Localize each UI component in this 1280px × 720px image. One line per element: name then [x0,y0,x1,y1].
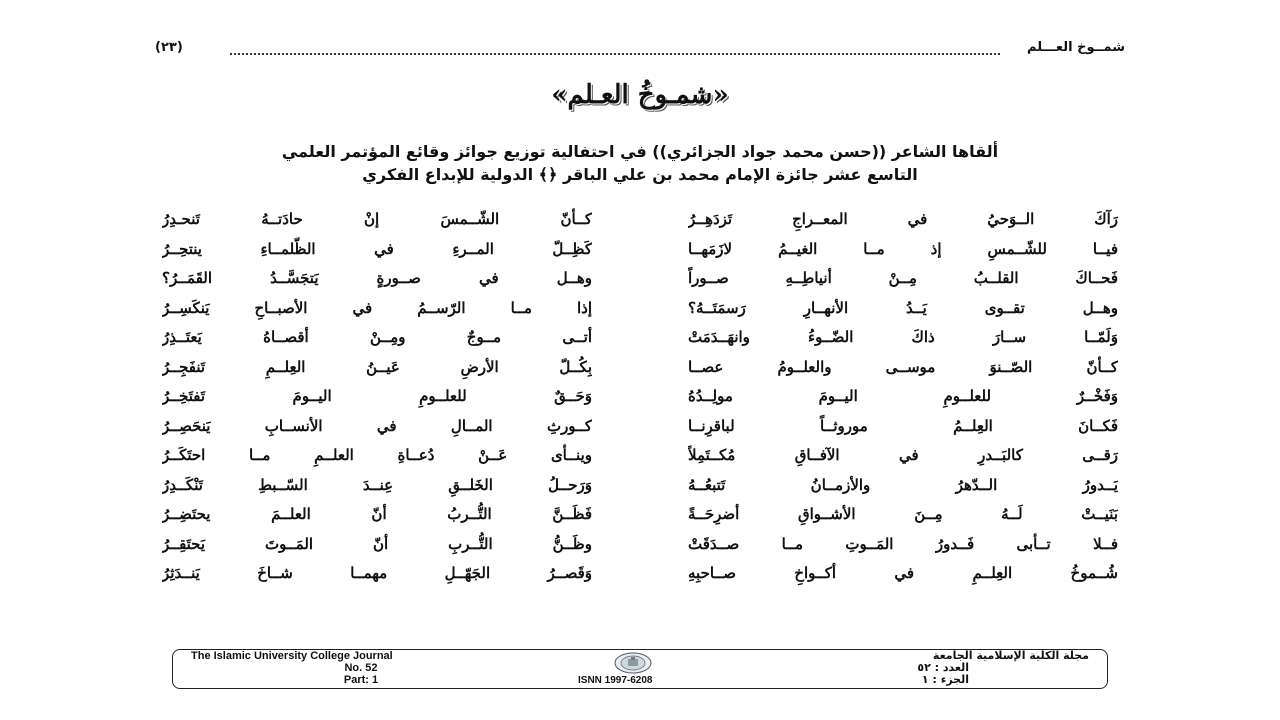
part-number-en: Part: 1 [343,674,379,686]
journal-title-en: The Islamic University College Journal [191,650,393,662]
verse [150,530,1130,559]
poem-title: «شمـوخُ العـلم» [551,80,729,110]
verse-first-hemistich: فــلا تــأبى فَــدورُ المَــوتِ مــا صــدَقَتْ [688,534,1118,553]
verse [150,382,1130,411]
poem-body [150,205,1130,605]
verse-first-hemistich: كــأنّ الصّــنوَ موســى والعلــومُ عصــا [688,357,1118,376]
running-header [155,40,1125,62]
verse-second-hemistich: وَقَصــرُ الجَهّــلِ مهمــا شــاخَ يَنــدَثِرُ [162,564,592,582]
page-number: (٢٣) [155,40,183,55]
verse-first-hemistich: رَآكَ الــوَحيُ في المعــراجِ تَزدَهِــرُ [688,210,1118,228]
journal-title-ar: مجلة الكلية الإسلامية الجامعة [932,649,1089,662]
verse-first-hemistich: وَفَخْــرٌ للعلــومِ اليــومَ مولِــدُهُ [688,387,1118,405]
verse-second-hemistich: وظَــنُّ التُّــربِ أنّ المَــوتَ يَحتَقِــرُ [162,534,592,553]
verse-first-hemistich: وَلَمّــا ســارَ ذاكَ الضّــوءُ وانهَــدَمَتْ [688,328,1118,346]
verse-second-hemistich: بِكُــلّ الأرضِ عَيــنُ العِلــمِ تَنفَجِــرُ [162,357,592,376]
verse-first-hemistich: بَنَيــتْ لَــهُ مِــنَ الأشــواقِ أضرِحَــةً [688,505,1118,523]
part-number-ar: الجزء : ١ [921,673,969,686]
journal-footer [172,649,1108,689]
verse-second-hemistich: كَظِــلّ المــرءِ في الظّلمــاءِ ينتحِــرُ [162,239,592,258]
verse-first-hemistich: يَــدورُ الــدّهرُ والأزمــانُ تَتبعُــهُ [688,475,1118,494]
verse-first-hemistich: فَحــاكَ القلــبُ مِــنْ أنياطِــهِ صــوراً [688,269,1118,287]
verse [150,353,1130,382]
verse-second-hemistich: كــأنّ الشّــمسَ إنْ حادَتــهُ تَنحـدِرُ [162,210,592,228]
intro-paragraph [150,140,1130,186]
verse-first-hemistich: شُــموخُ العِلــمِ في أكــواخِ صــاحبِهِ [688,564,1118,582]
verse-first-hemistich: فَكــانَ العِلــمُ موروثــاً لباقرِنــا [688,416,1118,435]
verse [150,235,1130,264]
header-dotted-line [230,53,1000,55]
verse [150,294,1130,323]
verse [150,412,1130,441]
verse-second-hemistich: وَرَحــلُ الخَلــقِ عِنــدَ السّــبطِ تَنْكَــدِرُ [162,475,592,494]
issue-number-en: No. 52 [344,662,378,674]
verse-second-hemistich: أتــى مــوجٌ ومِــنْ أقصــاهُ يَعتَــذِرُ [162,328,592,346]
verse [150,471,1130,500]
verse [150,559,1130,588]
running-title: شمــوخ العـــلم [1027,40,1125,55]
verse-first-hemistich: وهــل تقــوى يَــدُ الأنهــارِ رَسمَتَــهُ؟ [688,298,1118,317]
journal-logo-icon [613,652,653,674]
footer-english-info [191,650,531,686]
verse-second-hemistich: فَظَــنَّ التُّــربُ أنّ العلــمَ يحتَضِــرُ [162,505,592,523]
intro-line: ألقاها الشاعر ((حسن محمد جواد الجزائري)) في احتفالية توزيع جوائز وقائع المؤتمر العلمي [281,142,999,161]
issn-number: ISNN 1997-6208 [578,675,653,686]
footer-arabic-info [789,650,1089,686]
verse [150,323,1130,352]
issue-number-ar: العدد : ٥٢ [917,661,969,674]
verse-second-hemistich: كــورثِ المــالِ في الأنســابِ يَنحَصِــرُ [162,416,592,435]
verse [150,441,1130,470]
verse-first-hemistich: رَقــى كالبَــدرِ في الآفــاقِ مُكــتَمِلاً [688,446,1118,464]
verse-second-hemistich: وَحَــقٌ للعلــومِ اليــومَ تَفتَخِــرُ [162,387,592,405]
verse-second-hemistich: وينــأى عَــنْ دُعــاةِ العلــمِ مــا احتَكَــرُ [162,446,592,464]
verse [150,264,1130,293]
verse [150,500,1130,529]
intro-line: التاسع عشر جائزة الإمام محمد بن علي الباقر ﴿﴾ الدولية للإبداع الفكري [362,165,918,184]
verse-second-hemistich: وهــل في صــورةٍ يَتجَسَّــدُ القَمَــرُ؟ [162,269,592,287]
verse-first-hemistich: فيــا للشّــمسِ إذ مــا الغيــمُ لازَمَهــا [688,239,1118,258]
verse-second-hemistich: إذا مــا الرّســمُ في الأصبــاحِ يَنكَسِــرُ [162,298,592,317]
verse [150,205,1130,234]
